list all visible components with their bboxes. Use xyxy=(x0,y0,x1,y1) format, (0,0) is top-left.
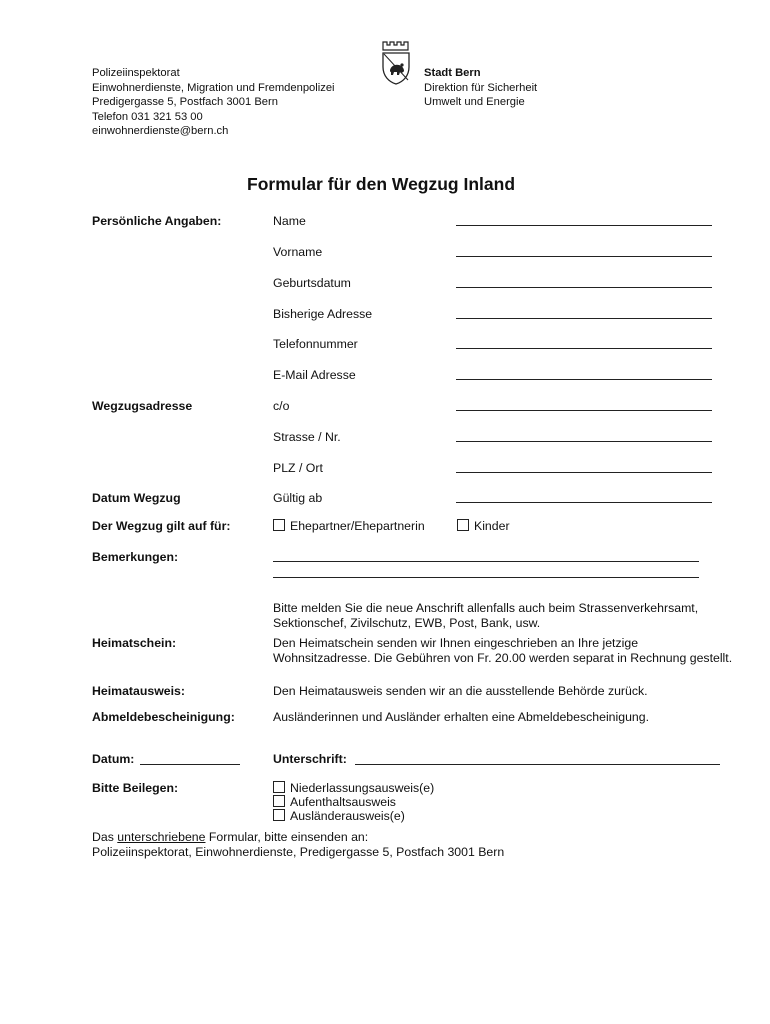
date-input-line[interactable] xyxy=(140,764,240,765)
telefonnummer-input-line[interactable] xyxy=(456,348,712,349)
enclosure-item-3-label: Ausländerausweis(e) xyxy=(290,809,405,823)
footer-address: Polizeiinspektorat, Einwohnerdienste, Predigergasse 5, Postfach 3001 Bern xyxy=(92,845,505,859)
field-label-telefonnummer: Telefonnummer xyxy=(273,337,358,351)
auslaenderausweis-checkbox[interactable] xyxy=(273,809,285,821)
date-label: Datum: xyxy=(92,752,135,766)
footer-underlined: unterschriebene xyxy=(117,830,206,844)
enclosure-item-1[interactable] xyxy=(273,781,434,796)
sender-dept: Einwohnerdienste, Migration und Fremdenpolizei xyxy=(92,81,335,94)
field-label-email: E-Mail Adresse xyxy=(273,368,356,382)
niederlassungsausweis-checkbox[interactable] xyxy=(273,781,285,793)
field-label-vorname: Vorname xyxy=(273,245,323,259)
sender-address: Predigergasse 5, Postfach 3001 Bern xyxy=(92,96,278,108)
sender-email: einwohnerdienste@bern.ch xyxy=(92,125,229,137)
bisherige-adresse-input-line[interactable] xyxy=(456,318,712,319)
enclosures-label: Bitte Beilegen: xyxy=(92,781,179,795)
field-label-plz-ort: PLZ / Ort xyxy=(273,461,323,475)
field-label-gueltig-ab: Gültig ab xyxy=(273,491,323,505)
field-label-strasse: Strasse / Nr. xyxy=(273,430,341,444)
signature-input-line[interactable] xyxy=(355,764,720,765)
strasse-input-line[interactable] xyxy=(456,441,712,442)
move-date-section-label: Datum Wegzug xyxy=(92,491,181,505)
enclosure-item-2-label: Aufenthaltsausweis xyxy=(290,795,396,809)
vorname-input-line[interactable] xyxy=(456,256,712,257)
sender-org: Polizeiinspektorat xyxy=(92,67,180,79)
option-children-label: Kinder xyxy=(474,519,510,533)
name-input-line[interactable] xyxy=(456,225,712,226)
footer-prefix: Das xyxy=(92,830,118,844)
enclosure-item-2[interactable] xyxy=(273,795,396,810)
remarks-section-label: Bemerkungen: xyxy=(92,550,179,564)
children-checkbox[interactable] xyxy=(457,519,469,531)
option-partner[interactable] xyxy=(273,519,425,533)
plz-ort-input-line[interactable] xyxy=(456,472,712,473)
new-address-section-label: Wegzugsadresse xyxy=(92,399,193,413)
footer-suffix: Formular, bitte einsenden an: xyxy=(205,830,369,844)
sender-block xyxy=(92,66,335,139)
heimatausweis-text: Den Heimatausweis senden wir an die ausstellende Behörde zurück. xyxy=(273,684,648,698)
authority-directorate-1: Direktion für Sicherheit xyxy=(424,81,538,94)
field-label-co: c/o xyxy=(273,399,290,413)
field-label-name: Name xyxy=(273,214,306,228)
option-children[interactable] xyxy=(457,519,510,533)
footer-instruction xyxy=(92,830,368,845)
remarks-line-1[interactable] xyxy=(273,561,699,562)
co-input-line[interactable] xyxy=(456,410,712,411)
page-title: Formular für den Wegzug Inland xyxy=(247,174,516,194)
geburtsdatum-input-line[interactable] xyxy=(456,287,712,288)
abmelde-text: Ausländerinnen und Ausländer erhalten eine Abmeldebescheinigung. xyxy=(273,710,650,724)
personal-section-label: Persönliche Angaben: xyxy=(92,214,222,228)
authority-directorate-2: Umwelt und Energie xyxy=(424,96,525,108)
authority-city: Stadt Bern xyxy=(424,67,481,79)
aufenthaltsausweis-checkbox[interactable] xyxy=(273,795,285,807)
abmelde-label: Abmeldebescheinigung: xyxy=(92,710,235,724)
heimatausweis-label: Heimatausweis: xyxy=(92,684,185,698)
signature-label: Unterschrift: xyxy=(273,752,347,766)
sender-phone: Telefon 031 321 53 00 xyxy=(92,110,203,123)
remarks-line-2[interactable] xyxy=(273,577,699,578)
email-input-line[interactable] xyxy=(456,379,712,380)
enclosure-item-1-label: Niederlassungsausweis(e) xyxy=(290,781,435,795)
authority-block xyxy=(424,66,537,110)
field-label-bisherige-adresse: Bisherige Adresse xyxy=(273,307,373,321)
enclosure-item-3[interactable] xyxy=(273,809,405,824)
field-label-geburtsdatum: Geburtsdatum xyxy=(273,276,351,290)
notice-text: Bitte melden Sie die neue Anschrift allenfalls auch beim Strassenverkehrsamt, Sektionschef, Zivilschutz, EWB, Post, Bank, usw. xyxy=(273,601,699,630)
partner-checkbox[interactable] xyxy=(273,519,285,531)
bern-coat-of-arms-icon xyxy=(380,40,412,86)
gueltig-ab-input-line[interactable] xyxy=(456,502,712,503)
option-partner-label: Ehepartner/Ehepartnerin xyxy=(290,519,425,533)
heimatschein-label: Heimatschein: xyxy=(92,636,177,650)
heimatschein-text: Den Heimatschein senden wir Ihnen eingeschrieben an Ihre jetzige Wohnsitzadresse. Die Gebühren von Fr. 20.00 werden separat in Rechnung gestellt. xyxy=(273,636,733,665)
applies-to-section-label: Der Wegzug gilt auf für: xyxy=(92,519,231,533)
